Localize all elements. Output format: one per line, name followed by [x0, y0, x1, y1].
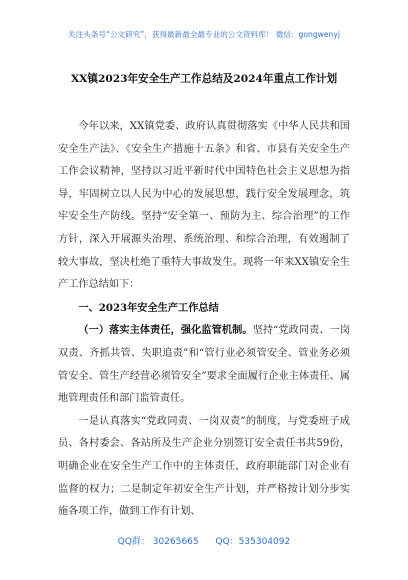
intro-paragraph: 今年以来，XX镇党委、政府认真贯彻落实《中华人民共和国安全生产法》、《安全生产措施十五条》和省、市县有关安全生产工作会议精神，坚持以习近平新时代中国特色社会主义思想为指导，牢固树立以人民为中心的发展思想，践行安全发展理念，筑牢安全生产防线。坚持“安全第一、预防为主、综合治理”的工作方针，深入开展源头治理、系统治理、和综合治理，有效遏制了较大事故，坚决杜绝了重特大事故发生。现将一年来XX镇安全生产工作总结如下： [58, 121, 350, 291]
qq-group: QQ群： 30265665 [117, 537, 199, 547]
footer-contact [0, 534, 408, 547]
section-heading: 一、2023年安全生产工作总结 [78, 301, 219, 314]
document-body [58, 116, 350, 524]
header-banner: 关注头条号“公文研究”，获得最新最全最专业的公文资料库！ 微信：gongwenyj [68, 30, 340, 39]
body-paragraph: 一是认真落实“党政同责、一岗双责”的制度，与党委班子成员、各村委会、各站所及生产企业分别签订安全责任书共59份，明确企业在安全生产工作中的主体责任，政府职能部门对企业有监督的权力；二是制定年初安全生产计划，并严格按计划分步实施各项工作，做到工作有计划、 [58, 415, 350, 518]
subsection-heading: （一）落实主体责任，强化监管机制。 [78, 324, 253, 337]
subsection-paragraph [58, 319, 350, 410]
document-title: XX镇2023年安全生产工作总结及2024年重点工作计划 [70, 73, 338, 85]
qq-number: QQ：535304092 [215, 537, 291, 547]
subsection-text: 坚持“党政同责、一岗双责、齐抓共管、失职追责”和“管行业必须管安全、管业务必须管安全、管生产经营必须管安全”要求全面履行企业主体责任、属地管理责任和部门监管责任。 [58, 325, 350, 405]
